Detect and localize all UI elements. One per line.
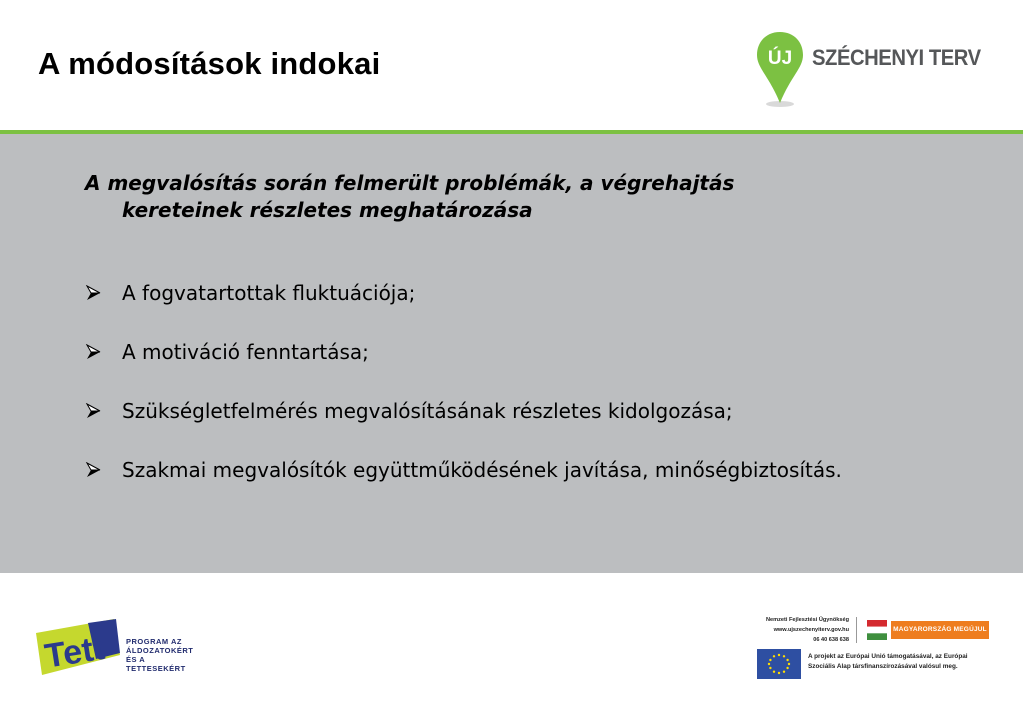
tett-subtitle-line-3: ÉS A TETTESEKÉRT [126,655,186,673]
arrowhead-bullet-icon [85,344,101,360]
hungarian-flag-icon [867,620,887,640]
agency-name: Nemzeti Fejlesztési Ügynökség [765,617,849,623]
funding-partners [757,615,993,685]
logo-brand-text: SZÉCHENYI TERV [812,45,981,70]
bullet-text: Szakmai megvalósítók együttműködésének javítása, minőségbiztosítás. [122,458,842,482]
eu-note-line-1: A projekt az Európai Unió támogatásával, az Európai [808,653,968,660]
agency-url: www.ujszechenyiterv.gov.hu [773,627,849,633]
tett-subtitle [126,637,196,673]
bullet-text: Szükségletfelmérés megvalósításának részletes kidolgozása; [122,399,733,423]
eu-note-line-2: Szociális Alap társfinanszírozásával valósul meg. [808,663,958,670]
slide-header [0,0,1023,130]
partner-divider [856,617,857,643]
lead-line-2: kereteinek részletes meghatározása [122,198,533,222]
logo-badge-text: ÚJ [767,48,793,69]
arrowhead-bullet-icon [85,403,101,419]
tett-subtitle-line-1: PROGRAM AZ [126,637,182,646]
agency-phone: 06 40 638 638 [813,637,849,643]
lead-line-1: A megvalósítás során felmerült problémák, a végrehajtás [85,171,735,195]
arrowhead-bullet-icon [85,285,101,301]
tett-program-logo [36,617,196,681]
eu-funding-note [808,652,993,672]
arrowhead-bullet-icon [85,462,101,478]
agency-info [757,615,849,645]
slide-footer [0,573,1023,712]
bullet-text: A fogvatartottak fluktuációja; [122,281,416,305]
magyarorszag-megujul-badge: MAGYARORSZÁG MEGÚJUL [891,621,989,639]
page-title: A módosítások indokai [38,46,381,81]
map-pin-icon [755,30,811,108]
tett-word: Tett [42,628,108,676]
tett-logo-icon [36,617,124,681]
eu-flag-icon [757,649,801,679]
uj-szechenyi-terv-logo [755,30,995,108]
lead-heading [85,170,905,224]
tett-subtitle-line-2: ÁLDOZATOKÉRT [126,646,194,655]
content-panel [0,134,1023,573]
bullet-text: A motiváció fenntartása; [122,340,369,364]
